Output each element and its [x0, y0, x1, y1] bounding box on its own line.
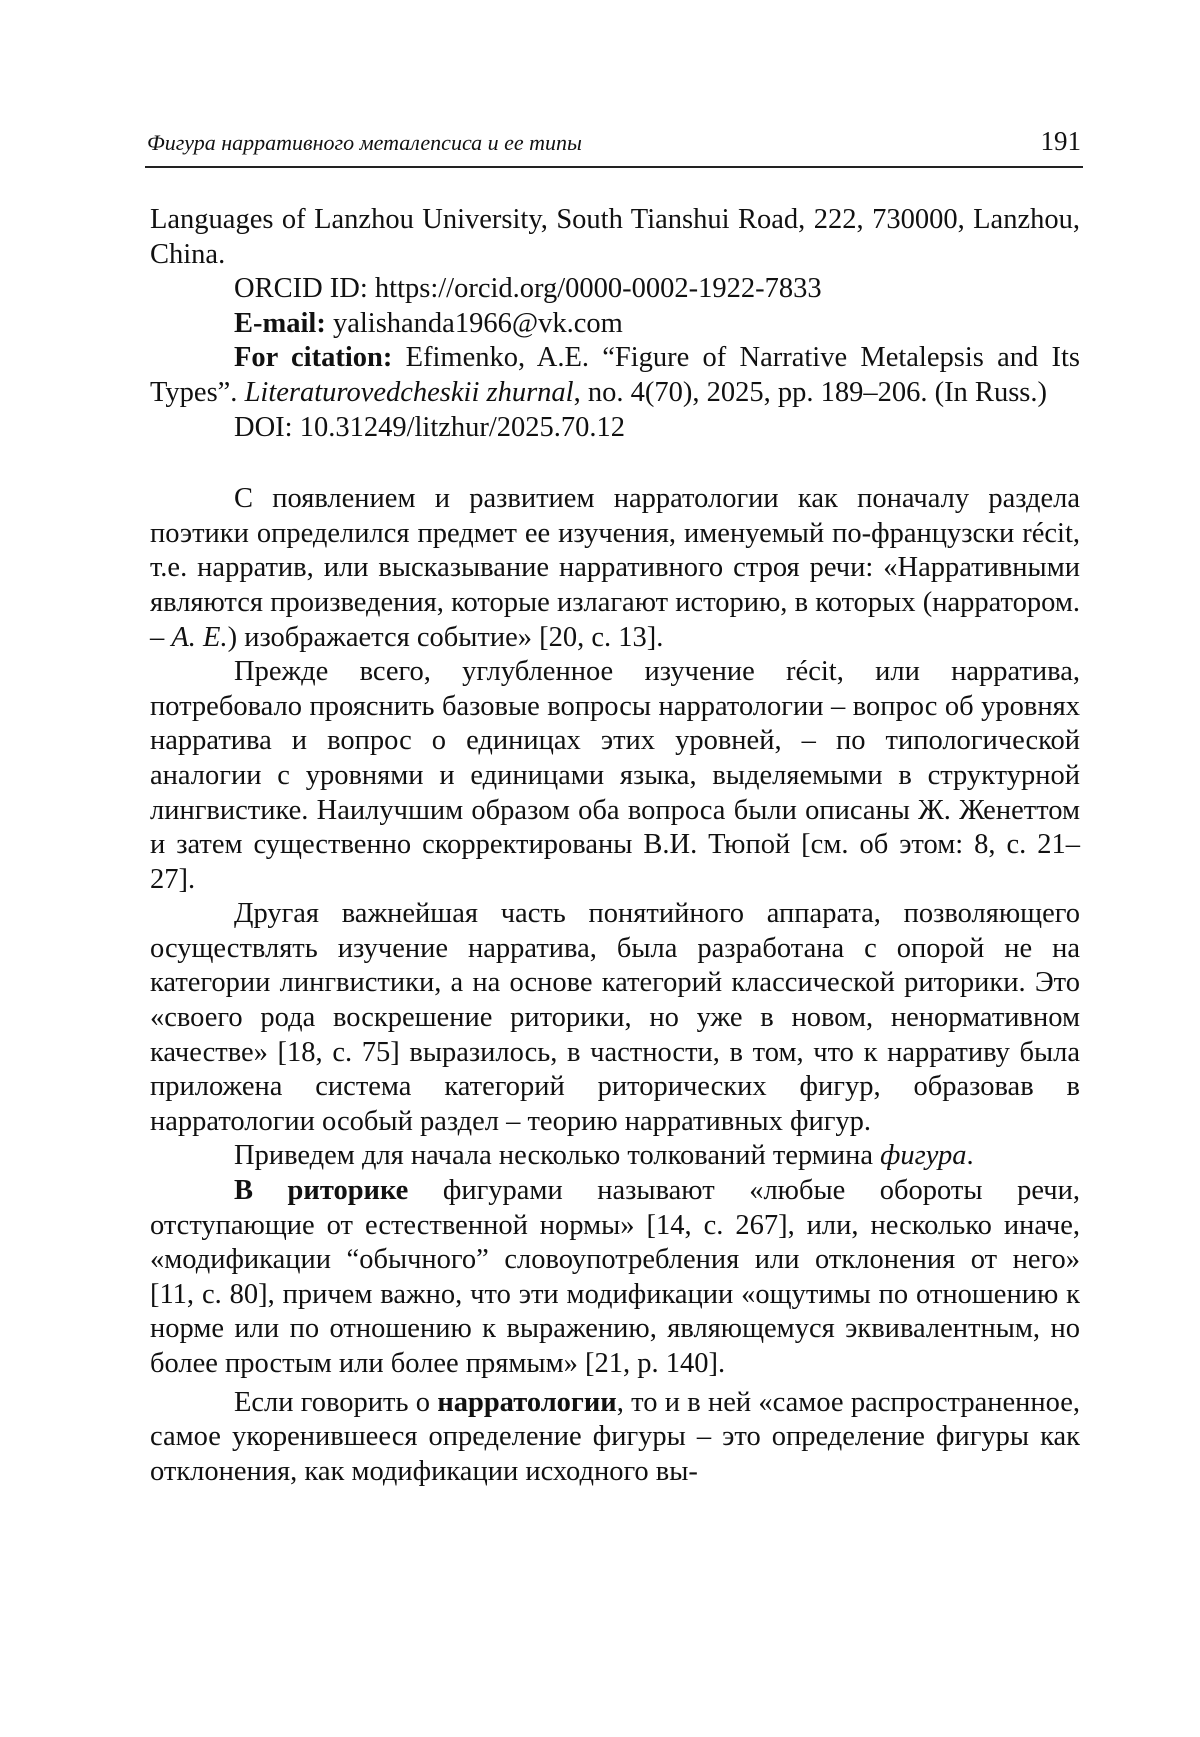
p4-italic: фигура	[880, 1140, 967, 1172]
p4-text-a: Приведем для начала несколько толкований термина	[234, 1140, 881, 1172]
running-head	[145, 124, 1083, 168]
paragraph-2: Прежде всего, углубленное изучение récit, или нарратива, потребовало прояснить базовые вопросы нарратологии – вопрос об уровнях нарратива и вопрос о единицах этих уровней, – по типологической аналогии с уровнями и единицами языка, выделяемыми в структурной лингвистике. Наилучшим образом оба вопроса были описаны Ж. Женеттом и затем существенно скорректированы В.И. Тюпой [см. об этом: 8, с. 21–27].	[150, 656, 1080, 895]
page-number: 191	[1040, 126, 1081, 156]
p5-text: фигурами называют «любые обороты речи, отступающие от естественной нормы» [14, с. 267], или, несколько иначе, «модификации “обычного” словоупотребления или отклонения от него» [11, с. 80], причем важно, что эти модификации «ощутимы по отношению к норме или по отношению к выражению, являющемуся эквивалентным, но более простым или более прямым» [21, p. 140].	[150, 1175, 1080, 1379]
citation-text-a: Efimenko, A.E. “Figure of Narrative Metalepsis and Its Types”.	[150, 342, 1080, 408]
citation-journal: Literaturovedcheskii zhurnal	[244, 376, 574, 408]
email-value: yalishanda1966@vk.com	[325, 307, 623, 339]
p1-italic: А. Е.	[171, 621, 228, 653]
paragraph-5	[150, 1174, 1080, 1382]
article-body	[150, 203, 1080, 1489]
p5-bold: В риторике	[234, 1175, 409, 1207]
p6-text-a: Если говорить о	[234, 1386, 438, 1418]
p4-text-b: .	[966, 1140, 974, 1172]
paragraph-1	[150, 482, 1080, 655]
running-title: Фигура нарративного металепсиса и ее типы	[147, 130, 582, 155]
doi-line: DOI: 10.31249/litzhur/2025.70.12	[234, 411, 626, 443]
citation-paragraph	[150, 341, 1080, 410]
citation-text-b: , no. 4(70), 2025, pp. 189–206. (In Russ.)	[573, 376, 1047, 408]
paragraph-3: Другая важнейшая часть понятийного аппарата, позволяющего осуществлять изучение нарратива, была разработана с опорой не на категории лингвистики, а на основе категорий классической риторики. Это «своего рода воскрешение риторики, но уже в новом, ненормативном качестве» [18, с. 75] выразилось, в частности, в том, что к нарративу была приложена система категорий риторических фигур, образовав в нарратологии особый раздел – теорию нарративных фигур.	[150, 898, 1080, 1137]
orcid-line: ORCID ID: https://orcid.org/0000-0002-1922-7833	[234, 273, 822, 305]
paragraph-4	[150, 1139, 1080, 1174]
section-gap	[150, 445, 1080, 482]
email-label: E-mail:	[234, 307, 326, 339]
paragraph-6	[150, 1386, 1080, 1490]
email-line	[150, 307, 1080, 342]
p1-text-b: ) изображается событие» [20, с. 13].	[227, 621, 664, 653]
p6-text-b: , то и в ней «самое распространенное, самое укоренившееся определение фигуры – это определение фигуры как отклонения, как модификации исходного вы-	[150, 1386, 1081, 1487]
p1-text-a: С появлением и развитием нарратологии как поначалу раздела поэтики определился предмет ее изучения, именуемый по-французски récit, т.е. нарратив, или высказывание нарративного строя речи: «Нарративными являются произведения, которые излагают историю, в которых (нарратором. –	[150, 483, 1080, 653]
citation-label: For citation:	[234, 342, 393, 374]
p6-bold: нарратологии	[437, 1386, 617, 1418]
affiliation-continuation: Languages of Lanzhou University, South Tianshui Road, 222, 730000, Lanzhou, China.	[150, 204, 1080, 270]
